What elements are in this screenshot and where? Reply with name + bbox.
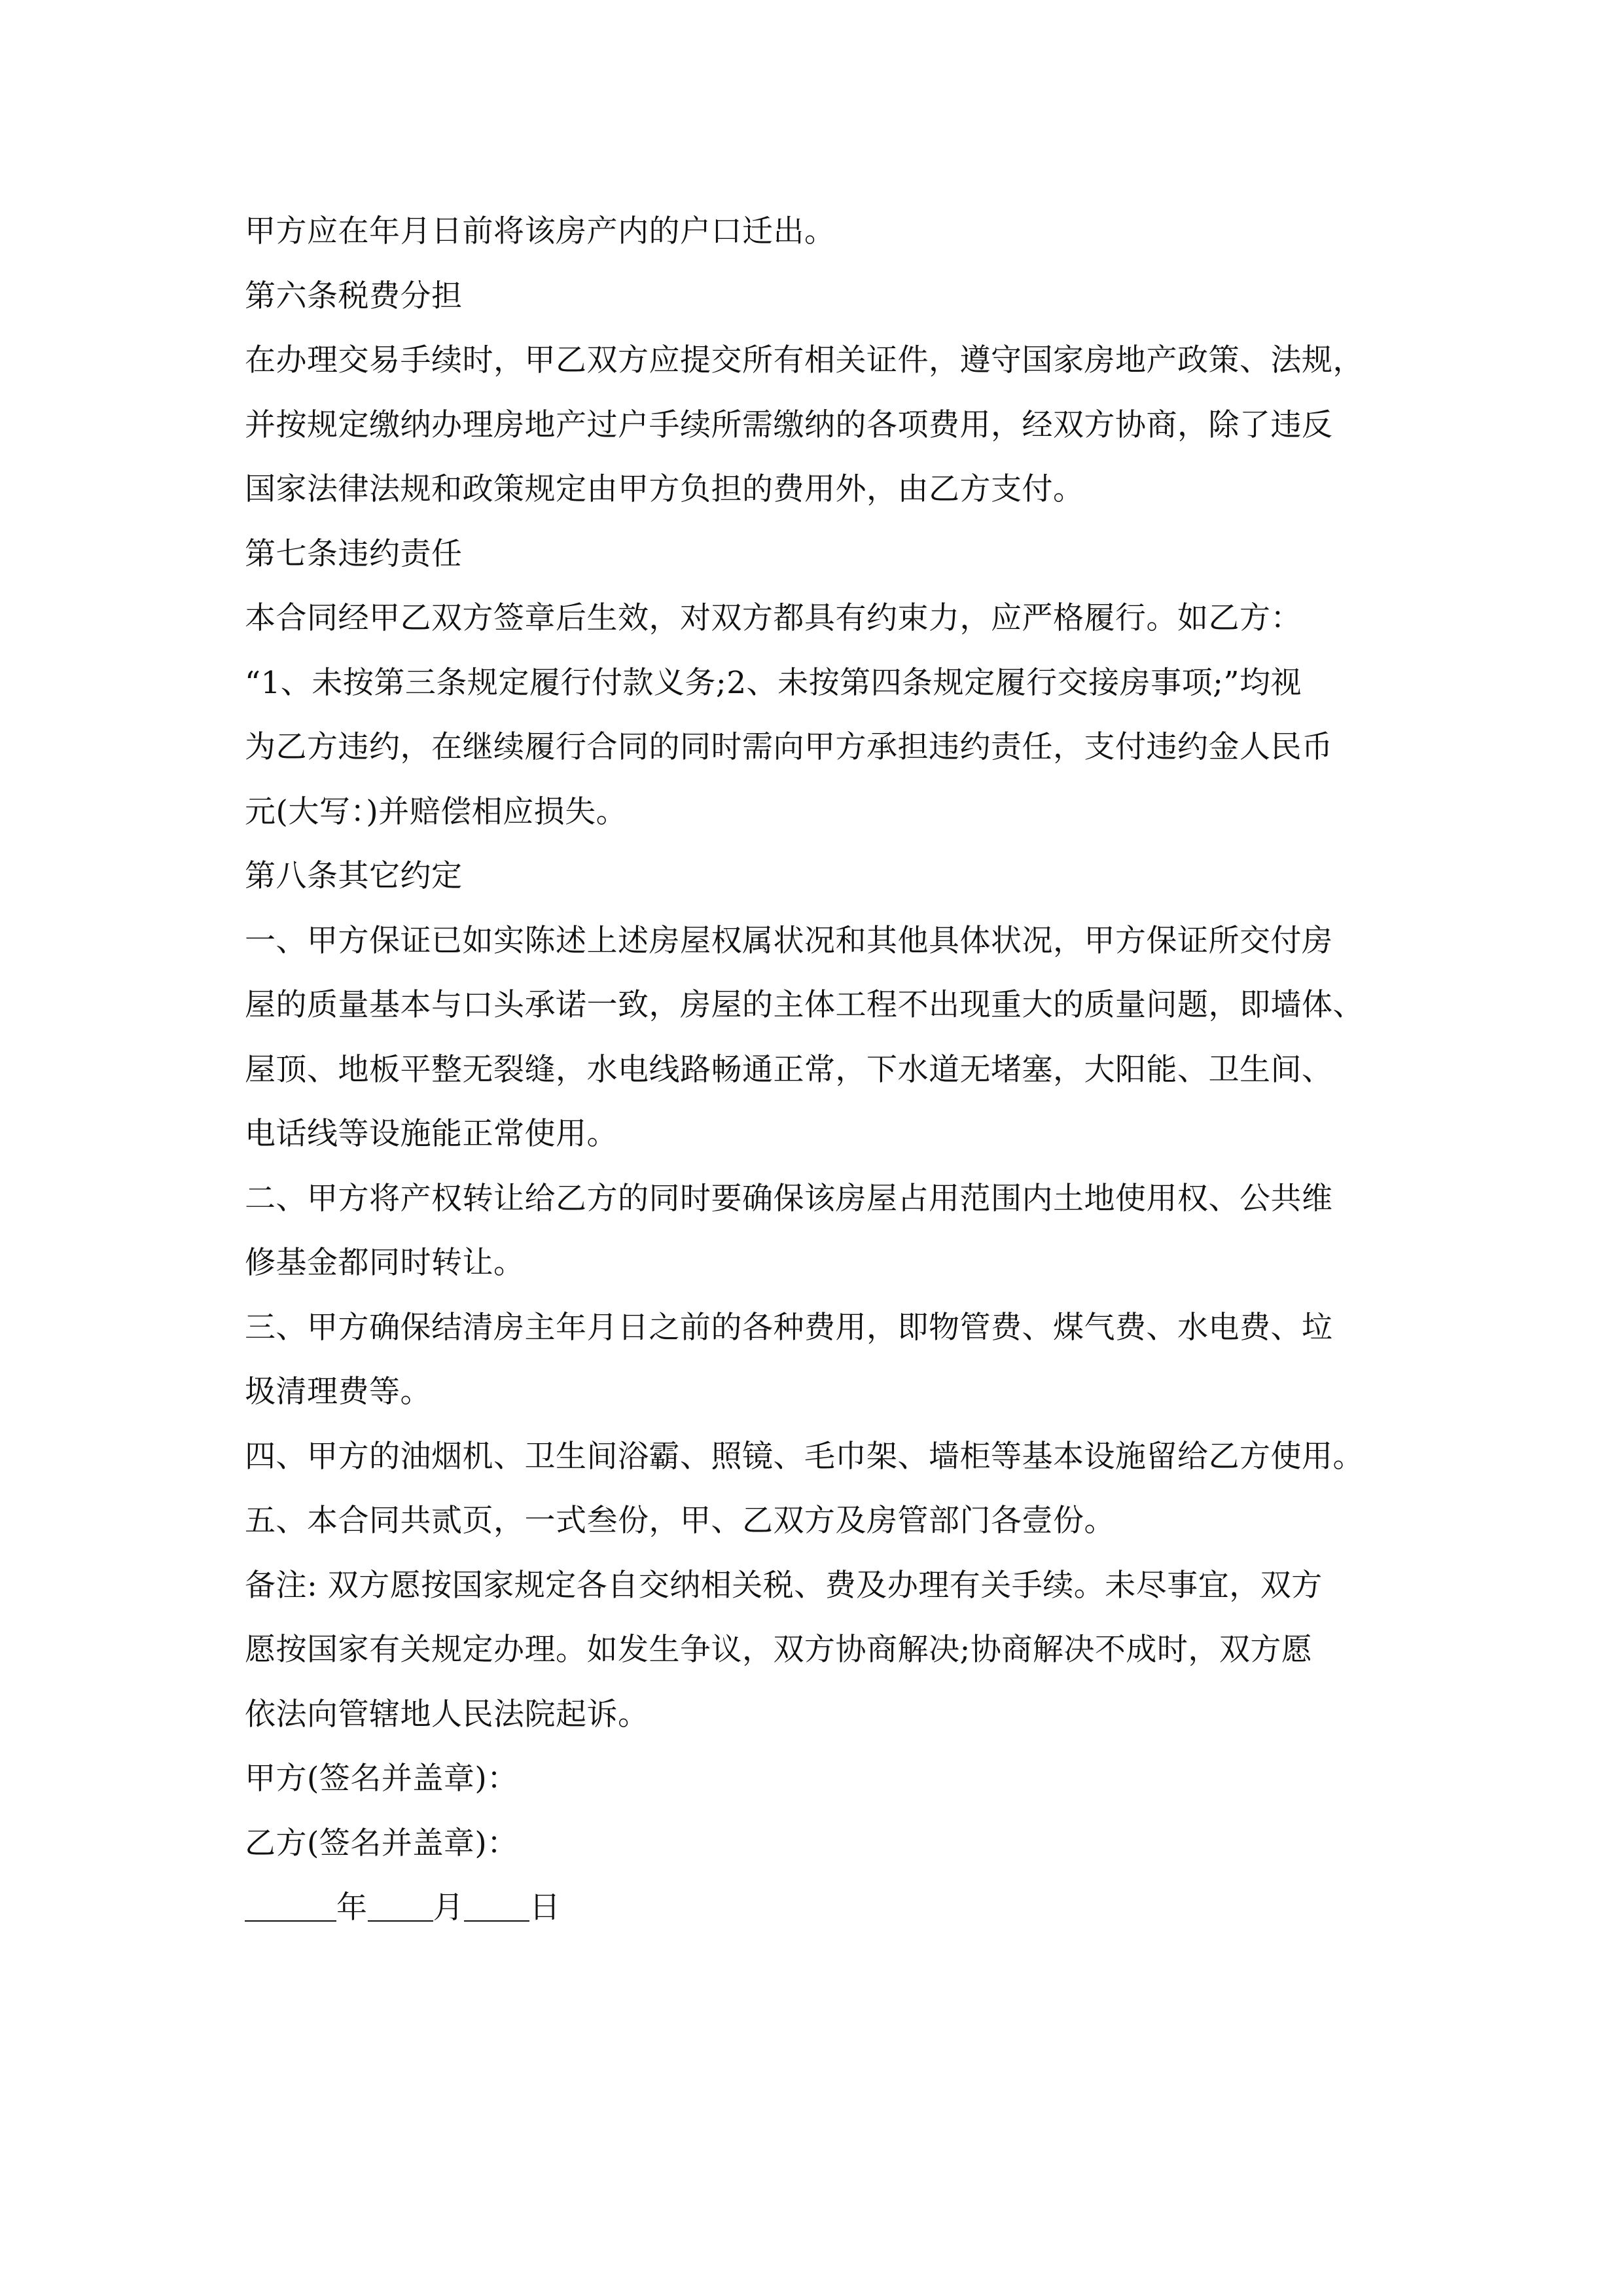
section-heading: 第七条违约责任 — [245, 535, 463, 572]
text-line: 二、甲方将产权转让给乙方的同时要确保该房屋占用范围内土地使用权、公共维 — [245, 1180, 1333, 1217]
section-heading: 第八条其它约定 — [245, 858, 463, 894]
date-line — [245, 1876, 1423, 1941]
text-line: 依法向管辖地人民法院起诉。 — [245, 1696, 649, 1732]
text-line: 电话线等设施能正常使用。 — [245, 1116, 618, 1152]
signature-party-a: 甲方(签名并盖章)： — [245, 1761, 518, 1797]
text-line: 备注: 双方愿按国家规定各自交纳相关税、费及办理有关手续。未尽事宜，双方 — [245, 1567, 1323, 1604]
month-label: 月 — [433, 1890, 464, 1926]
text-line: 在办理交易手续时，甲乙双方应提交所有相关证件，遵守国家房地产政策、法规， — [245, 342, 1364, 378]
text-line: 愿按国家有关规定办理。如发生争议，双方协商解决;协商解决不成时，双方愿 — [245, 1632, 1313, 1668]
day-label: 日 — [529, 1890, 561, 1926]
year-label: 年 — [336, 1890, 368, 1926]
month-blank — [368, 1886, 433, 1922]
text-line: 屋的质量基本与口头承诺一致，房屋的主体工程不出现重大的质量问题，即墙体、 — [245, 987, 1364, 1023]
text-line: 屋顶、地板平整无裂缝，水电线路畅通正常，下水道无堵塞，大阳能、卫生间、 — [245, 1051, 1333, 1088]
text-line: 一、甲方保证已如实陈述上述房屋权属状况和其他具体状况，甲方保证所交付房 — [245, 922, 1333, 959]
text-line: 元(大写：)并赔偿相应损失。 — [245, 793, 628, 830]
text-line: 四、甲方的油烟机、卫生间浴霸、照镜、毛巾架、墙柜等基本设施留给乙方使用。 — [245, 1438, 1364, 1475]
text-line: 圾清理费等。 — [245, 1374, 431, 1410]
text-line: 五、本合同共贰页，一式叁份，甲、乙双方及房管部门各壹份。 — [245, 1503, 1115, 1539]
text-line: 国家法律法规和政策规定由甲方负担的费用外，由乙方支付。 — [245, 471, 1084, 507]
text-line: 修基金都同时转让。 — [245, 1245, 525, 1281]
text-line: 三、甲方确保结清房主年月日之前的各种费用，即物管费、煤气费、水电费、垃 — [245, 1309, 1333, 1346]
year-blank — [245, 1886, 336, 1922]
document-body — [245, 200, 1423, 1941]
signature-party-b: 乙方(签名并盖章)： — [245, 1825, 518, 1861]
day-blank — [464, 1886, 529, 1922]
text-line: 为乙方违约，在继续履行合同的同时需向甲方承担违约责任，支付违约金人民币 — [245, 729, 1333, 765]
text-line: 本合同经甲乙双方签章后生效，对双方都具有约束力，应严格履行。如乙方： — [245, 600, 1302, 636]
text-line: 并按规定缴纳办理房地产过户手续所需缴纳的各项费用，经双方协商，除了违反 — [245, 406, 1333, 443]
text-line: “1、未按第三条规定履行付款义务;2、未按第四条规定履行交接房事项;”均视 — [245, 664, 1302, 701]
text-line: 甲方应在年月日前将该房产内的户口迁出。 — [245, 213, 836, 249]
section-heading: 第六条税费分担 — [245, 278, 463, 314]
